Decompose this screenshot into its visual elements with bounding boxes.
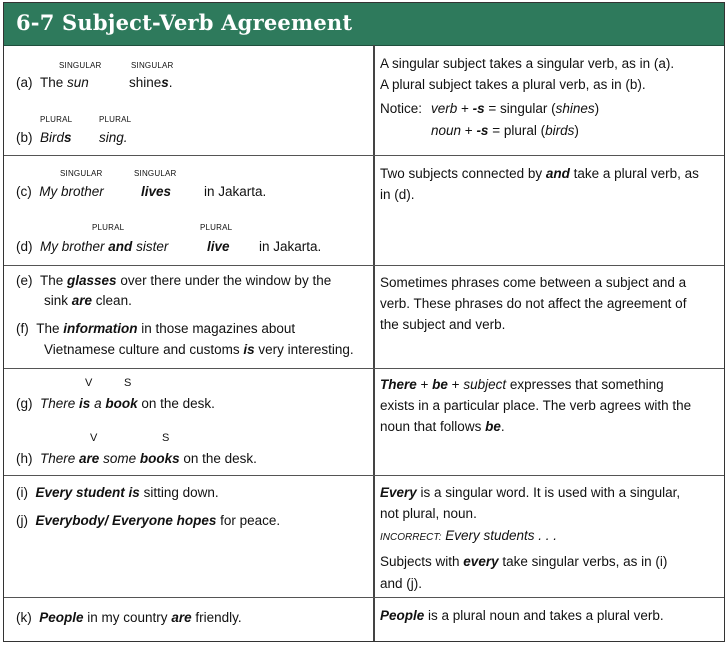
example-f: (f) The information in those magazines about xyxy=(16,321,296,336)
chart-title: 6-7 Subject-Verb Agreement xyxy=(16,10,353,35)
singular-label: SINGULAR xyxy=(59,61,102,70)
explanation: the subject and verb. xyxy=(380,317,506,332)
example-c-verb: lives xyxy=(141,184,172,199)
notice-rule: verb + -s = singular (shines) xyxy=(431,101,600,116)
explanation: exists in a particular place. The verb agrees with the xyxy=(380,398,692,413)
plural-label: PLURAL xyxy=(40,115,73,124)
notice-rule: noun + -s = plural (birds) xyxy=(431,123,579,138)
explanation: Subjects with every take singular verbs, as in (i) xyxy=(380,554,668,569)
example-f-line2: Vietnamese culture and customs is very interesting. xyxy=(44,342,354,357)
explanation: in (d). xyxy=(380,187,415,202)
chart-header xyxy=(4,3,724,46)
explanation: People is a plural noun and takes a plural verb. xyxy=(380,608,664,623)
example-e: (e) The glasses over there under the window by the xyxy=(16,273,332,288)
example-b-verb: sing. xyxy=(99,130,128,145)
example-d-rest: in Jakarta. xyxy=(259,239,322,254)
row-divider xyxy=(4,597,724,598)
subject-marker: S xyxy=(124,377,132,389)
explanation: not plural, noun. xyxy=(380,506,477,521)
example-a: (a) The sun xyxy=(16,75,89,90)
notice-label: Notice: xyxy=(380,101,423,116)
example-c: (c) My brother xyxy=(16,184,104,199)
row-divider xyxy=(4,265,724,266)
explanation: There + be + subject expresses that something xyxy=(380,377,664,392)
plural-label: PLURAL xyxy=(99,115,132,124)
incorrect-example: INCORRECT: Every students . . . xyxy=(380,528,558,543)
explanation: Every is a singular word. It is used with a singular, xyxy=(380,485,681,500)
row-divider xyxy=(4,155,724,156)
explanation: noun that follows be. xyxy=(380,419,505,434)
row-divider xyxy=(4,475,724,476)
example-i: (i) Every student is sitting down. xyxy=(16,485,219,500)
example-b: (b) Birds xyxy=(16,130,72,145)
verb-marker: V xyxy=(85,377,93,389)
explanation: A singular subject takes a singular verb, as in (a). xyxy=(380,56,675,71)
example-a-verb: shines. xyxy=(129,75,173,90)
plural-label: PLURAL xyxy=(200,223,233,232)
plural-label: PLURAL xyxy=(92,223,125,232)
example-h: (h) There are some books on the desk. xyxy=(16,451,257,466)
explanation: Two subjects connected by and take a plural verb, as xyxy=(380,166,699,181)
singular-label: SINGULAR xyxy=(60,169,103,178)
column-divider xyxy=(373,45,375,641)
example-k: (k) People in my country are friendly. xyxy=(16,610,242,625)
explanation: verb. These phrases do not affect the agreement of xyxy=(380,296,687,311)
singular-label: SINGULAR xyxy=(134,169,177,178)
singular-label: SINGULAR xyxy=(131,61,174,70)
example-g: (g) There is a book on the desk. xyxy=(16,396,215,411)
explanation: and (j). xyxy=(380,576,423,591)
example-e-line2: sink are clean. xyxy=(44,293,132,308)
example-j: (j) Everybody/ Everyone hopes for peace. xyxy=(16,513,281,528)
example-d: (d) My brother and sister xyxy=(16,239,169,254)
grammar-chart xyxy=(3,2,725,642)
example-c-rest: in Jakarta. xyxy=(204,184,267,199)
row-divider xyxy=(4,368,724,369)
explanation: Sometimes phrases come between a subject and a xyxy=(380,275,687,290)
example-d-verb: live xyxy=(207,239,230,254)
explanation: A plural subject takes a plural verb, as in (b). xyxy=(380,77,646,92)
verb-marker: V xyxy=(90,432,98,444)
subject-marker: S xyxy=(162,432,170,444)
